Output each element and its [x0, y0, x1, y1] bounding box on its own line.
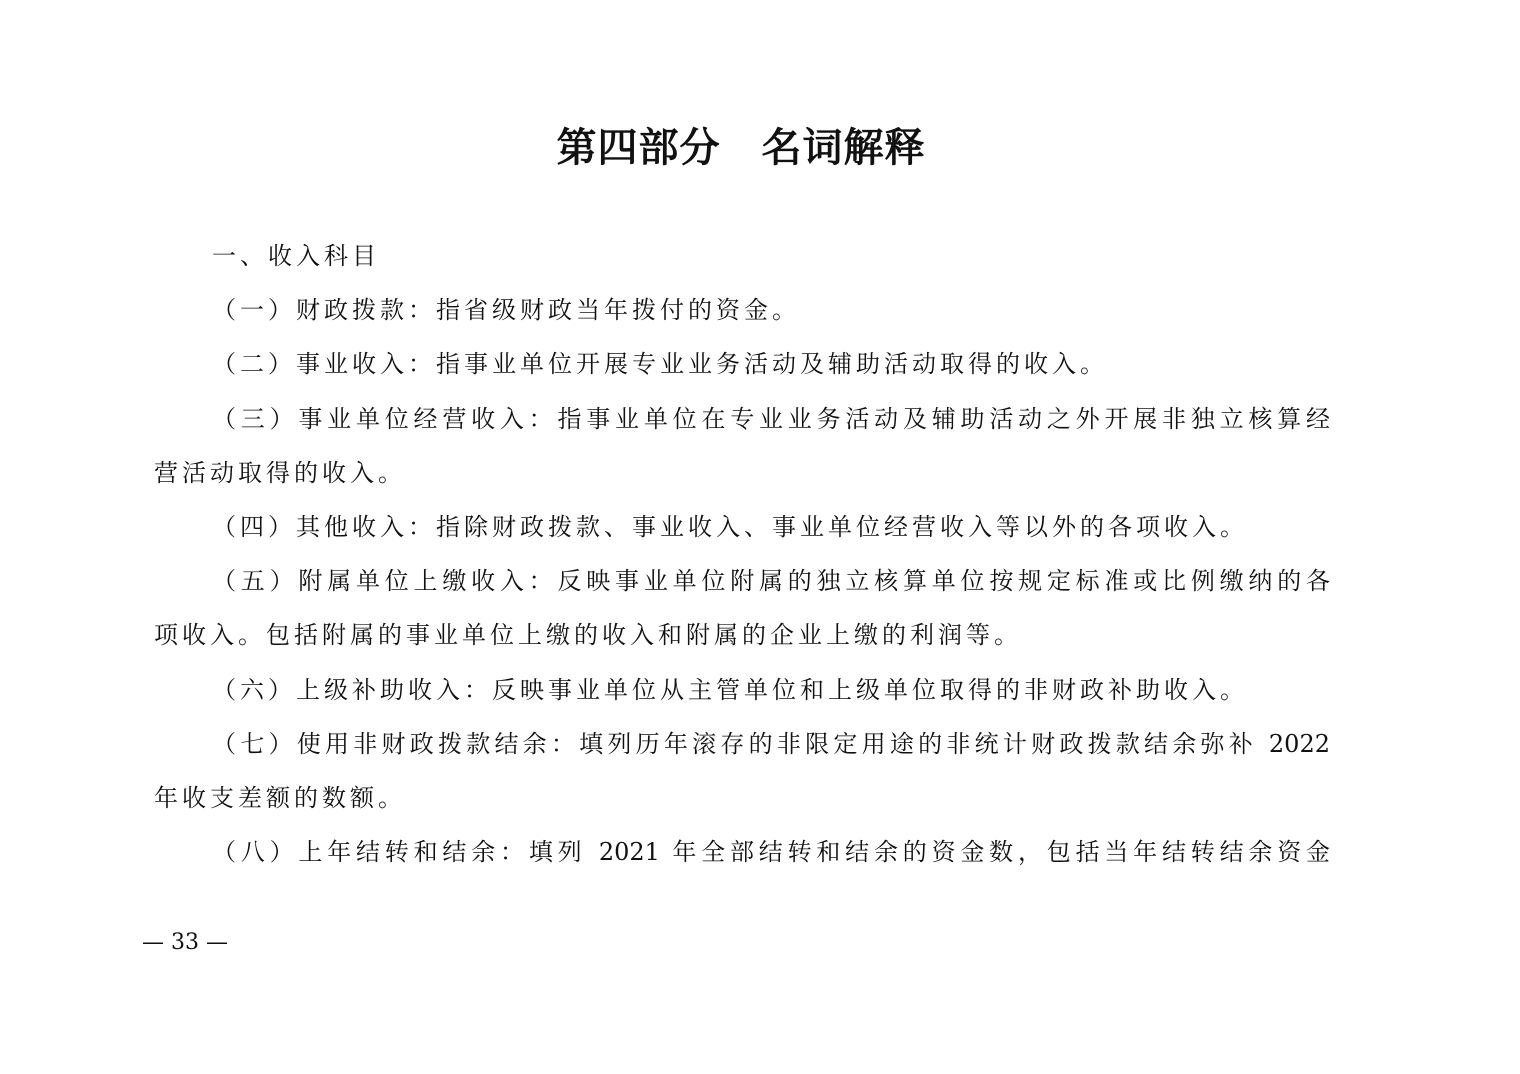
paragraph-line: （六）上级补助收入：反映事业单位从主管单位和上级单位取得的非财政补助收入。 [212, 675, 1248, 704]
page-title: 第四部分 名词解释 [556, 125, 926, 171]
page-number: — 33 — [142, 930, 228, 955]
paragraph-line: （四）其他收入：指除财政拨款、事业收入、事业单位经营收入等以外的各项收入。 [212, 512, 1248, 541]
paragraph-line: （二）事业收入：指事业单位开展专业业务活动及辅助活动取得的收入。 [212, 350, 1108, 379]
paragraph-line: （五）附属单位上缴收入：反映事业单位附属的独立核算单位按规定标准或比例缴纳的各 [212, 567, 1330, 596]
paragraph-line: （一）财政拨款：指省级财政当年拨付的资金。 [212, 296, 800, 325]
paragraph-line: （七）使用非财政拨款结余：填列历年滚存的非限定用途的非统计财政拨款结余弥补 2022 [212, 729, 1330, 758]
paragraph-line: （三）事业单位经营收入：指事业单位在专业业务活动及辅助活动之外开展非独立核算经 [212, 404, 1330, 433]
section-heading: 一、收入科目 [212, 242, 380, 270]
paragraph-line: 项收入。包括附属的事业单位上缴的收入和附属的企业上缴的利润等。 [154, 621, 1022, 650]
paragraph-line: 营活动取得的收入。 [154, 458, 406, 487]
paragraph-line: 年收支差额的数额。 [154, 783, 406, 812]
document-body [154, 229, 1330, 879]
paragraph-line: （八）上年结转和结余：填列 2021 年全部结转和结余的资金数，包括当年结转结余资金 [212, 838, 1330, 867]
